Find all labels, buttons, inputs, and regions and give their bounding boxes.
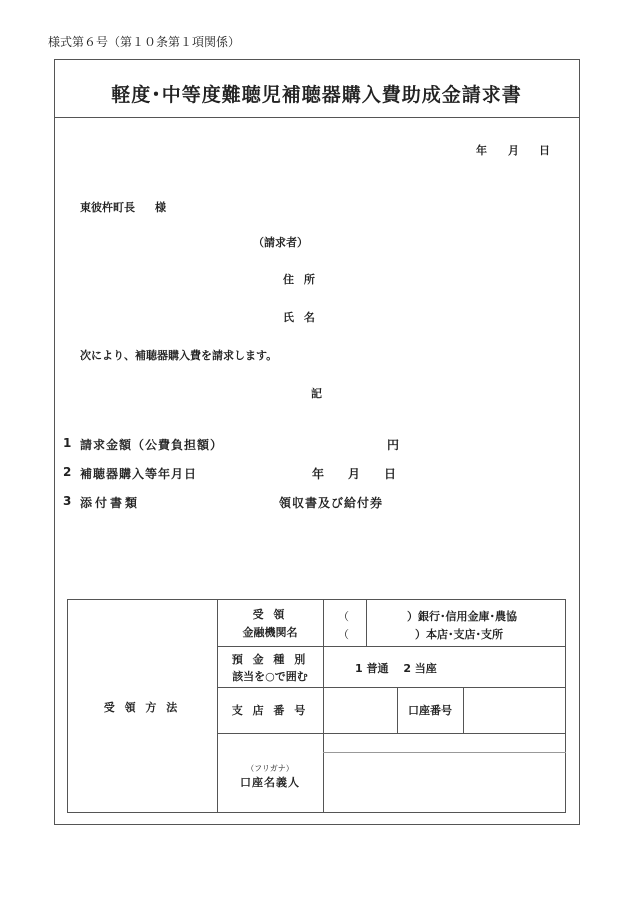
date-day-label: 日: [539, 144, 550, 157]
table-border-right: [565, 599, 566, 813]
table-border-top: [67, 599, 566, 600]
item-number: 3: [63, 494, 72, 508]
item-purchase-month-label: 月: [348, 467, 361, 481]
table-column-divider: [366, 599, 367, 646]
institution-label-line2: 金融機関名: [242, 626, 298, 639]
item-purchase-day-label: 日: [384, 467, 397, 481]
table-row-divider: [217, 687, 566, 688]
deposit-type-options: 1 普通 2 当座: [355, 662, 437, 675]
institution-bank-types: ）銀行･信用金庫･農協: [407, 610, 517, 623]
table-column-divider: [463, 687, 464, 733]
deposit-type-label-line1: 預 金 種 別: [231, 653, 309, 666]
institution-paren-open: （: [338, 610, 349, 623]
applicant-name-label: 氏 名: [283, 311, 318, 324]
account-holder-label: 口座名義人: [240, 776, 300, 789]
item-label-claim-amount: 請求金額（公費負担額）: [80, 438, 224, 452]
addressee-mayor: 東彼杵町長: [80, 201, 135, 214]
table-column-divider: [323, 599, 324, 813]
table-row-divider: [217, 733, 566, 734]
deposit-type-label-line2: 該当を○で囲む: [232, 670, 308, 683]
date-year-label: 年: [476, 144, 487, 157]
item-label-purchase-date: 補聴器購入等年月日: [80, 467, 198, 481]
furigana-divider: [323, 752, 566, 753]
record-label: 記: [311, 387, 322, 400]
item-number: 2: [63, 465, 72, 479]
receipt-method-label: 受 領 方 法: [103, 701, 181, 714]
account-number-label: 口座番号: [408, 704, 452, 717]
item-attachments-value: 領収書及び給付券: [279, 496, 384, 510]
institution-branch-types: ）本店･支店･支所: [415, 628, 503, 641]
institution-label-line1: 受 領: [252, 608, 288, 621]
item-yen-unit: 円: [387, 438, 400, 452]
table-border-bottom: [67, 812, 566, 813]
account-holder-furigana-label: （フリガナ）: [246, 764, 294, 773]
title-divider: [54, 117, 579, 118]
table-row-divider: [217, 646, 566, 647]
addressee-honorific: 様: [155, 201, 166, 214]
branch-number-label: 支 店 番 号: [231, 704, 309, 717]
institution-paren-open: （: [338, 628, 349, 641]
form-title: 軽度･中等度難聴児補聴器購入費助成金請求書: [111, 84, 522, 106]
applicant-address-label: 住 所: [283, 273, 318, 286]
item-label-attachments: 添付書類: [80, 496, 141, 510]
applicant-label: （請求者）: [253, 236, 308, 249]
date-month-label: 月: [508, 144, 519, 157]
item-purchase-year-label: 年: [312, 467, 325, 481]
form-number: 様式第６号（第１０条第１項関係）: [48, 35, 241, 49]
request-statement: 次により、補聴器購入費を請求します。: [80, 349, 278, 362]
item-number: 1: [63, 436, 72, 450]
